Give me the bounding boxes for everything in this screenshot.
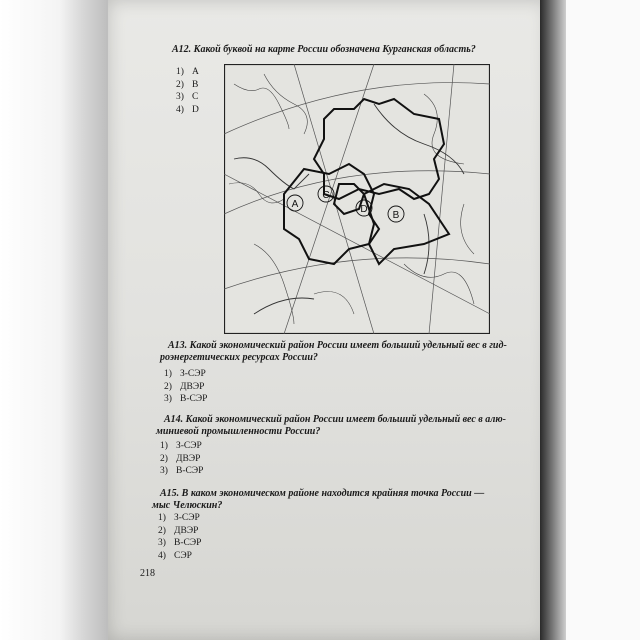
option-a15-3[interactable] [158,537,201,550]
option-a12-1[interactable] [176,66,199,79]
background-right [566,0,640,640]
question-a13-title-line2: роэнергетических ресурсах России? [160,352,318,363]
option-a12-3[interactable] [176,91,199,104]
option-a15-4[interactable] [158,550,201,563]
question-a15-title [152,488,528,512]
option-text: ДВЭР [176,453,201,464]
option-text: C [192,92,199,102]
option-text: A [192,67,199,77]
option-text: З-СЭР [176,441,202,451]
option-a15-1[interactable] [158,512,201,525]
option-a12-4[interactable] [176,104,199,117]
book-binding [0,0,108,640]
option-a15-2[interactable] [158,525,201,538]
map-label-a: A [291,199,299,210]
option-number: 2) [164,381,172,392]
option-a13-1[interactable] [164,368,207,381]
option-number: 3) [164,394,172,404]
option-a14-3[interactable] [160,465,203,478]
option-text: B [192,79,199,90]
option-text: ДВЭР [180,381,205,392]
option-number: 1) [164,369,172,379]
question-a15-title-line1: А15. В каком экономическом районе находится крайняя точка России — [160,488,485,499]
option-number: 2) [160,453,168,464]
option-number: 3) [158,538,166,548]
option-number: 1) [158,513,166,523]
map-label-d: D [360,204,368,215]
map-label-b: B [392,210,400,221]
option-text: ДВЭР [174,525,199,536]
option-number: 3) [176,92,184,102]
option-text: СЭР [174,550,192,561]
question-a15-title-line2: мыс Челюскин? [152,500,223,511]
option-a13-3[interactable] [164,393,207,406]
option-number: 3) [160,466,168,476]
option-number: 2) [176,79,184,90]
option-number: 2) [158,525,166,536]
question-a12-title: А12. Какой буквой на карте России обозначена Курганская область? [172,44,476,55]
question-a15-options [158,512,201,562]
page-edge-shadow [540,0,566,640]
option-a12-2[interactable] [176,79,199,92]
option-text: В-СЭР [176,466,204,476]
question-a14-title [156,414,528,438]
option-number: 4) [176,104,184,115]
russia-region-map [224,64,490,334]
option-text: З-СЭР [174,513,200,523]
question-a12-options [176,66,199,116]
option-a13-2[interactable] [164,381,207,394]
question-a14-title-line2: миниевой промышленности России? [156,426,321,437]
option-a14-1[interactable] [160,440,203,453]
question-a13-title [160,340,528,364]
map-label-c: C [322,190,330,201]
option-number: 1) [160,441,168,451]
option-text: З-СЭР [180,369,206,379]
option-text: В-СЭР [174,538,202,548]
option-number: 1) [176,67,184,77]
option-number: 4) [158,550,166,561]
question-a13-options [164,368,207,406]
page-number: 218 [140,568,155,579]
option-text: В-СЭР [180,394,208,404]
option-text: D [192,104,199,115]
option-a14-2[interactable] [160,453,203,466]
question-a14-options [160,440,203,478]
question-a14-title-line1: А14. Какой экономический район России имеет больший удельный вес в алю- [164,414,507,425]
question-a13-title-line1: А13. Какой экономический район России имеет больший удельный вес в гид- [168,340,507,351]
